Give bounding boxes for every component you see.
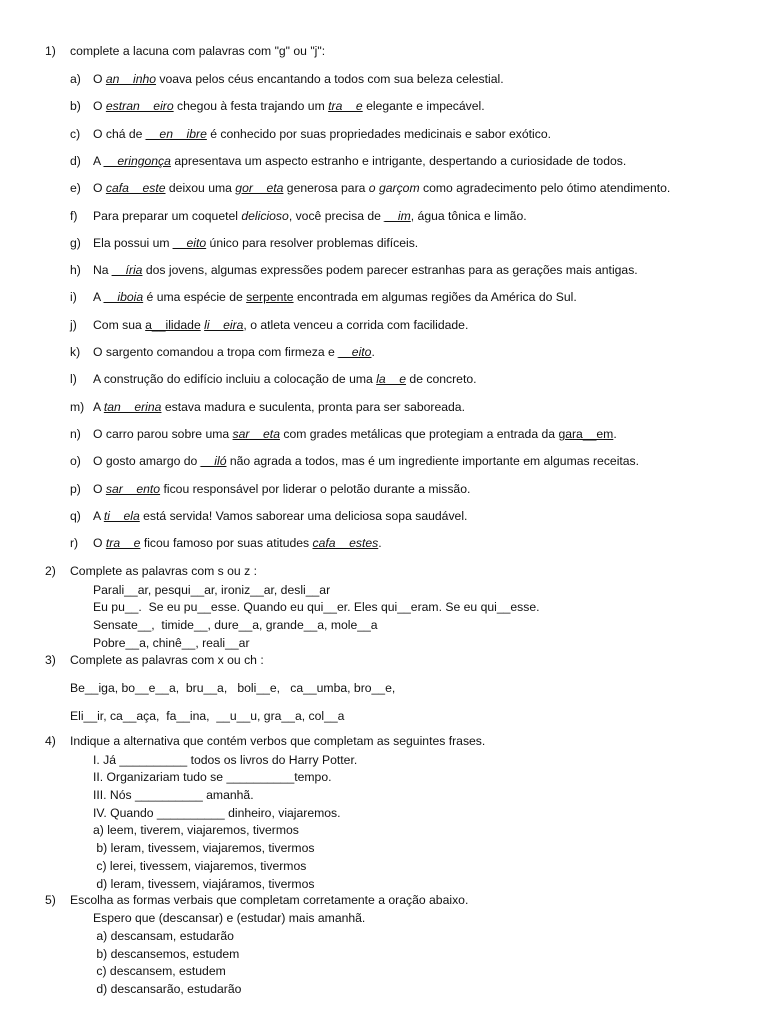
sentence-text: não agrada a todos, mas é um ingrediente importante em algumas receitas. [226, 454, 640, 468]
item-sentence [93, 127, 551, 141]
item-label: i) [70, 290, 77, 304]
exercise-line: I. Já __________ todos os livros do Harry Potter. [93, 753, 358, 767]
exercise-line: Eu pu__. Se eu pu__esse. Quando eu qui__er. Eles qui__eram. Se eu qui__esse. [93, 600, 540, 614]
sentence-text: está servida! Vamos saborear uma deliciosa sopa saudável. [139, 509, 468, 523]
item-label: p) [70, 482, 81, 496]
sentence-text: A construção do edifício incluiu a colocação de uma [93, 372, 377, 386]
item-label: g) [70, 236, 81, 250]
sentence-text: único para resolver problemas difíceis. [206, 236, 419, 250]
blank-word: __iló [200, 454, 227, 468]
sentence-text: . [371, 345, 375, 359]
question-heading: Escolha as formas verbais que completam corretamente a oração abaixo. [70, 893, 469, 907]
item-sentence [93, 290, 577, 304]
sentence-text: , o atleta venceu a corrida com facilidade. [243, 318, 469, 332]
blank-word: ti__ela [103, 509, 140, 523]
item-label: l) [70, 372, 77, 386]
item-sentence [93, 454, 639, 468]
exercise-line: Sensate__, timide__, dure__a, grande__a, mole__a [93, 618, 378, 632]
item-sentence [93, 372, 477, 386]
sentence-text: O sargento comandou a tropa com firmeza e [93, 345, 339, 359]
sentence-text: como agradecimento pelo ótimo atendimento. [419, 181, 671, 195]
exercise-line: Pobre__a, chinê__, reali__ar [93, 636, 250, 650]
sentence-text: O [93, 536, 106, 550]
blank-word: a__ilidade [145, 318, 201, 332]
blank-word: __en__ibre [145, 127, 207, 141]
item-sentence [93, 181, 670, 195]
item-sentence [93, 154, 626, 168]
answer-option: d) descansarão, estudarão [93, 982, 242, 996]
sentence-text: O [93, 181, 106, 195]
answer-option: b) descansemos, estudem [93, 947, 240, 961]
item-label: c) [70, 127, 81, 141]
answer-option: a) leem, tiverem, viajaremos, tivermos [93, 823, 299, 837]
sentence-text: elegante e impecável. [362, 99, 485, 113]
question-number: 1) [45, 44, 56, 58]
sentence-text: . [378, 536, 382, 550]
question-number: 3) [45, 653, 56, 667]
blank-word: o garçom [368, 181, 420, 195]
item-sentence [93, 318, 468, 332]
sentence-text: , você precisa de [288, 209, 385, 223]
item-sentence [93, 400, 465, 414]
item-label: n) [70, 427, 81, 441]
item-sentence [93, 236, 418, 250]
sentence-text: generosa para [283, 181, 369, 195]
answer-option: b) leram, tivessem, viajaremos, tivermos [93, 841, 315, 855]
sentence-text: . [613, 427, 617, 441]
sentence-text: O chá de [93, 127, 146, 141]
question-heading: Complete as palavras com s ou z : [70, 564, 257, 578]
sentence-text: A [93, 509, 104, 523]
blank-word: cafa__este [105, 181, 166, 195]
item-label: f) [70, 209, 78, 223]
blank-word: delicioso [241, 209, 289, 223]
answer-option: a) descansam, estudarão [93, 929, 234, 943]
item-label: q) [70, 509, 81, 523]
exercise-line: IV. Quando __________ dinheiro, viajaremos. [93, 806, 341, 820]
blank-word: gor__eta [235, 181, 284, 195]
item-label: m) [70, 400, 85, 414]
exercise-line: II. Organizariam tudo se __________tempo. [93, 770, 332, 784]
blank-word: __im [384, 209, 411, 223]
item-label: b) [70, 99, 81, 113]
sentence-text: O [93, 482, 106, 496]
item-label: d) [70, 154, 81, 168]
sentence-text: Para preparar um coquetel [93, 209, 242, 223]
sentence-text: A [93, 290, 104, 304]
blank-word: sar__ento [105, 482, 161, 496]
sentence-text: com grades metálicas que protegiam a entrada da [279, 427, 559, 441]
answer-option: c) descansem, estudem [93, 964, 226, 978]
sentence-text: Na [93, 263, 112, 277]
blank-word: __iboia [103, 290, 144, 304]
item-sentence [93, 345, 375, 359]
sentence-text: chegou à festa trajando um [173, 99, 329, 113]
blank-word: sar__eta [232, 427, 280, 441]
item-sentence [93, 536, 382, 550]
item-label: h) [70, 263, 81, 277]
sentence-text: voava pelos céus encantando a todos com sua beleza celestial. [156, 72, 504, 86]
sentence-text: O [93, 99, 106, 113]
item-sentence [93, 263, 638, 277]
blank-word: __eito [338, 345, 372, 359]
exercise-line: III. Nós __________ amanhã. [93, 788, 254, 802]
item-sentence [93, 482, 470, 496]
answer-option: c) lerei, tivessem, viajaremos, tivermos [93, 859, 307, 873]
sentence-text: dos jovens, algumas expressões podem parecer estranhas para as gerações mais antigas. [142, 263, 638, 277]
sentence-text: é uma espécie de [143, 290, 247, 304]
answer-option: d) leram, tivessem, viajáramos, tivermos [93, 877, 315, 891]
item-sentence [93, 427, 617, 441]
item-sentence [93, 209, 527, 223]
item-label: e) [70, 181, 81, 195]
item-sentence [93, 72, 504, 86]
sentence-text: de concreto. [406, 372, 477, 386]
sentence-text: O carro parou sobre uma [93, 427, 233, 441]
sentence-text: é conhecido por suas propriedades medicinais e sabor exótico. [206, 127, 552, 141]
blank-word: serpente [246, 290, 294, 304]
blank-word: tra__e [328, 99, 363, 113]
question-number: 5) [45, 893, 56, 907]
question-heading: Indique a alternativa que contém verbos que completam as seguintes frases. [70, 734, 486, 748]
blank-word: __íria [111, 263, 143, 277]
blank-word: tan__erina [103, 400, 162, 414]
sentence-text: encontrada em algumas regiões da América do Sul. [293, 290, 577, 304]
blank-word: gara__em [558, 427, 614, 441]
question-number: 2) [45, 564, 56, 578]
blank-word: estran__eiro [105, 99, 174, 113]
item-label: r) [70, 536, 79, 550]
exercise-line: Eli__ir, ca__aça, fa__ina, __u__u, gra__a, col__a [70, 709, 345, 723]
blank-word: li__eira [204, 318, 244, 332]
sentence-text: O [93, 72, 106, 86]
sentence-text: ficou responsável por liderar o pelotão durante a missão. [160, 482, 471, 496]
blank-word: cafa__estes [312, 536, 379, 550]
sentence-text: , água tônica e limão. [410, 209, 527, 223]
sentence-text: deixou uma [165, 181, 236, 195]
sentence-text: Com sua [93, 318, 146, 332]
sentence-text: apresentava um aspecto estranho e intrigante, despertando a curiosidade de todos. [170, 154, 627, 168]
blank-word: la__e [376, 372, 407, 386]
sentence-text: ficou famoso por suas atitudes [140, 536, 313, 550]
question-heading: Complete as palavras com x ou ch : [70, 653, 264, 667]
exercise-line: Be__iga, bo__e__a, bru__a, boli__e, ca__umba, bro__e, [70, 681, 396, 695]
item-sentence [93, 99, 485, 113]
blank-word: an__inho [105, 72, 157, 86]
item-label: o) [70, 454, 81, 468]
sentence-text: O gosto amargo do [93, 454, 201, 468]
item-label: k) [70, 345, 81, 359]
sentence-text: A [93, 154, 104, 168]
sentence-text: estava madura e suculenta, pronta para ser saboreada. [161, 400, 465, 414]
question-heading: complete a lacuna com palavras com "g" ou "j": [70, 44, 326, 58]
question-number: 4) [45, 734, 56, 748]
exercise-line: Espero que (descansar) e (estudar) mais amanhã. [93, 911, 366, 925]
exercise-line: Parali__ar, pesqui__ar, ironiz__ar, desli__ar [93, 583, 331, 597]
sentence-text: A [93, 400, 104, 414]
blank-word: tra__e [105, 536, 141, 550]
sentence-text: Ela possui um [93, 236, 173, 250]
blank-word: __eito [172, 236, 207, 250]
item-label: a) [70, 72, 81, 86]
item-sentence [93, 509, 467, 523]
item-label: j) [70, 318, 77, 332]
blank-word: __eringonça [103, 154, 171, 168]
